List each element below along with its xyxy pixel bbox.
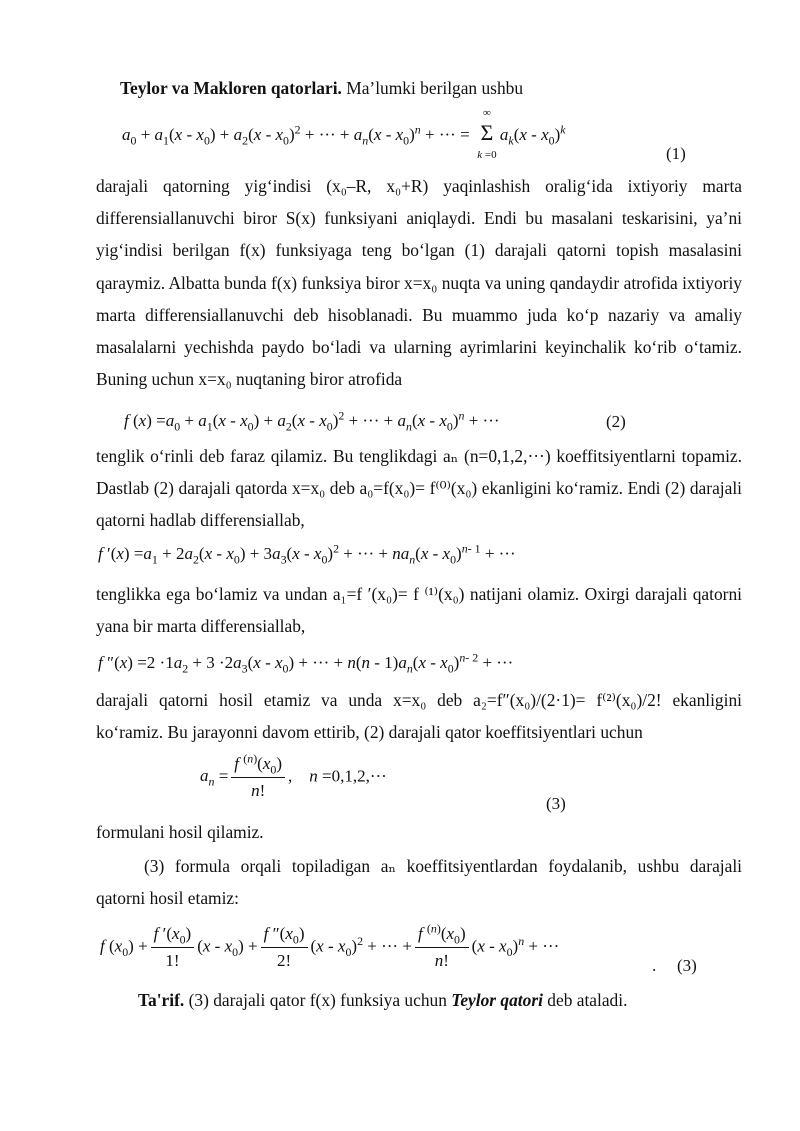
intro-text: Ma’lumki berilgan ushbu xyxy=(346,78,524,98)
heading-line xyxy=(96,74,742,102)
formula-3: $a_n$ = $\frac{f ^{(n)}(x_0)}{n!}$ , n =0,1,2,··· xyxy=(200,751,387,800)
formula-1: $a_0 + a_1(x - x_0) + a_2(x - x_0)^2$ + ··· + $a_n(x - x_0)^n$ + ··· = ∞ Σ k =0 $a_k(x - x_0)^k$ xyxy=(122,107,566,161)
sum-operator: ∞ Σ k =0 xyxy=(477,107,497,161)
definition-label: Ta'rif. xyxy=(138,990,185,1010)
equation-number-1: (1) xyxy=(666,144,686,163)
paragraph-4: darajali qatorni hosil etamiz va unda x=x₀ deb a₂=f″(x₀)/(2·1)= f⁽²⁾(x₀)/2! ekanligini ko‘ramiz. Bu jarayonni davom ettirib, (2) darajali qator koeffitsiyentlari uchun xyxy=(96,690,742,743)
equation-dot: . xyxy=(652,956,657,975)
definition-term: Teylor qatori xyxy=(451,990,543,1010)
formula-2: f $(x) =a_0 + a_1(x - x_0) + a_2(x - x_0)^2$ + ··· + $a_n(x - x_0)^n$ + ··· xyxy=(124,408,500,434)
paragraph-1: darajali qatorning yig‘indisi (x₀–R, x₀+R) yaqinlashish oralig‘ida ixtiyoriy marta differensiallanuvchi biror S(x) funksiyani aniqlaydi. Endi bu masalani teskarisini, ya’ni yig‘indisi berilgan f(x) funksiyaga teng bo‘lgan (1) darajali qatorni topish masalasini qaraymiz. Albatta bunda f(x) funksiya biror x=x₀ nuqta va uning qandaydir atrofida ixtiyoriy marta differensiallanuvchi deb hisoblanadi. Bu muammo juda ko‘p nazariy va amaliy masalalarni yechishda paydo bo‘ladi va ularning ayrimlarini keyinchalik ko‘rib o‘tamiz. Buning uchun x=x₀ nuqtaning biror atrofida xyxy=(96,176,742,390)
paragraph-6: (3) formula orqali topiladigan aₙ koeffitsiyentlardan foydalanib, ushbu darajali qatorni hosil etamiz: xyxy=(96,856,742,909)
paragraph-5: formulani hosil qilamiz. xyxy=(96,822,264,842)
formula-derivative-2: f $''(x) =2 \cdot 1a_2 + 3 \cdot 2a_3(x - x_0)$ + ··· + $n(n - 1)a_n(x - x_0)^{n- 2}$ + ··· xyxy=(98,650,514,676)
equation-number-4: (3) xyxy=(677,956,697,975)
section-heading: Teylor va Makloren qatorlari. xyxy=(120,78,342,98)
paragraph-2: tenglik o‘rinli deb faraz qilamiz. Bu tenglikdagi aₙ (n=0,1,2,···) koeffitsiyentlarni topamiz. Dastlab (2) darajali qatorda x=x₀ deb a₀=f(x₀)= f⁽⁰⁾(x₀) ekanligini ko‘ramiz. Endi (2) darajali qatorni hadlab differensiallab, xyxy=(96,446,742,531)
equation-number-3: (3) xyxy=(546,794,566,813)
formula-derivative-1: f $'(x) =a_1 + 2a_2(x - x_0) + 3a_3(x - x_0)^2$ + ··· + $na_n(x - x_0)^{n- 1}$ + ··· xyxy=(98,541,516,567)
paragraph-3: tenglikka ega bo‘lamiz va undan a₁=f ′(x₀)= f ⁽¹⁾(x₀) natijani olamiz. Oxirgi darajali qatorni yana bir marta differensiallab, xyxy=(96,584,742,637)
definition-text-1: (3) darajali qator f(x) funksiya uchun xyxy=(188,990,447,1010)
equation-number-2: (2) xyxy=(606,412,626,431)
formula-taylor-series: f $(x_0)$ + $\frac{f '(x_0)}{1!}$ $(x - x_0)$ + $\frac{f ''(x_0)}{2!}$ $(x - x_0)^2$ + ··· + $\frac{f ^{(n)}(x_0)}{n!}$ $(x - x_0)^n$ + ··· xyxy=(100,921,560,970)
definition-text-2: deb ataladi. xyxy=(547,990,628,1010)
definition-line xyxy=(138,986,738,1014)
